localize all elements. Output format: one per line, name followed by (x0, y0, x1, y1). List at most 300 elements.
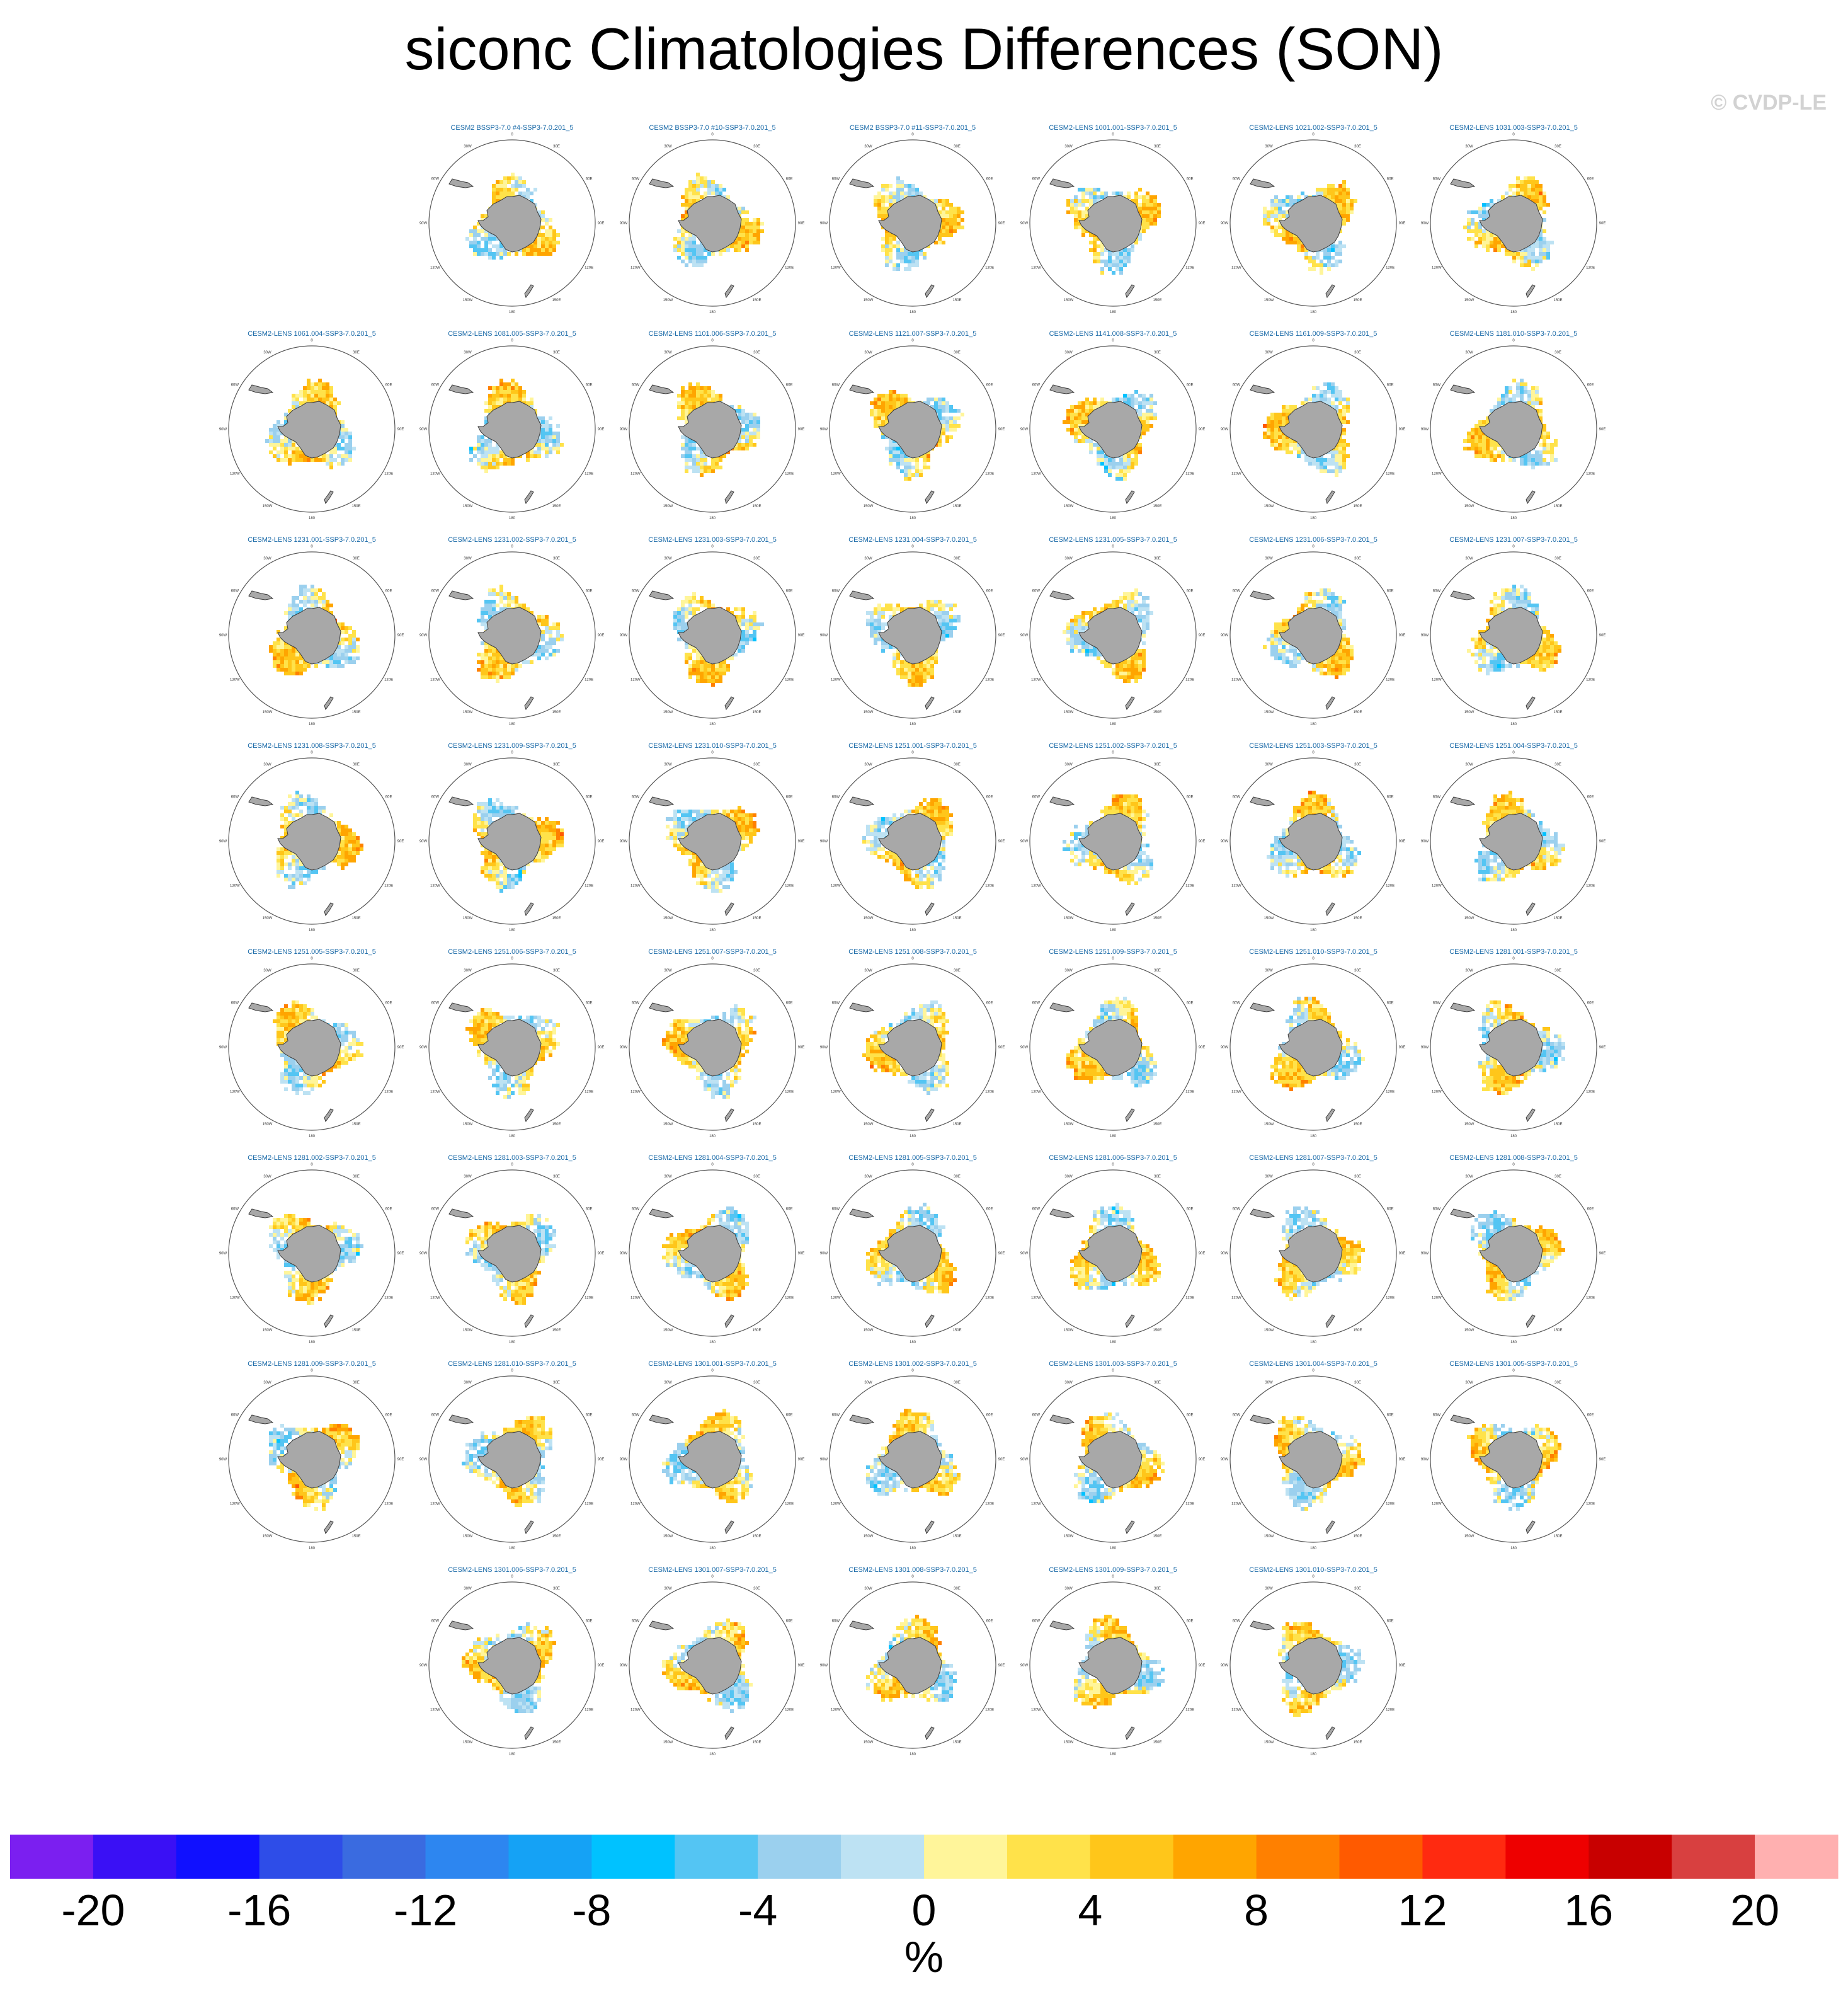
difference-cell (1497, 398, 1501, 401)
difference-cell (1546, 244, 1550, 248)
difference-cell (1505, 398, 1509, 401)
difference-cell (549, 229, 552, 233)
difference-cell (1081, 435, 1085, 439)
difference-cell (1066, 630, 1070, 634)
difference-cell (1081, 622, 1085, 626)
longitude-label: 60W (631, 177, 640, 181)
difference-cell (1089, 241, 1093, 244)
difference-cell (915, 458, 919, 462)
difference-cell (942, 405, 945, 409)
antarctica-landmass (879, 607, 942, 664)
difference-cell (1089, 401, 1093, 405)
difference-cell (1089, 443, 1093, 447)
difference-cell (874, 641, 877, 645)
difference-cell (681, 401, 685, 405)
difference-cell (503, 386, 507, 390)
difference-cell (1524, 386, 1527, 390)
difference-cell (515, 604, 518, 607)
map-panel (621, 536, 804, 725)
difference-cell (885, 237, 889, 241)
difference-cell (303, 664, 307, 668)
difference-cell (692, 256, 696, 260)
difference-cell (337, 454, 341, 458)
difference-cell (949, 405, 953, 409)
difference-cell (949, 218, 953, 222)
longitude-label: 30E (954, 144, 961, 149)
difference-cell (1070, 634, 1074, 638)
difference-cell (1527, 263, 1531, 267)
difference-cell (307, 382, 311, 386)
difference-cell (896, 672, 900, 675)
difference-cell (1524, 260, 1527, 263)
difference-cell (492, 607, 496, 611)
difference-cell (1100, 195, 1104, 199)
difference-cell (288, 656, 292, 660)
difference-cell (1146, 424, 1149, 428)
difference-cell (549, 252, 552, 256)
longitude-label: 0 (1512, 339, 1515, 343)
difference-cell (1316, 398, 1320, 401)
difference-cell (329, 458, 333, 462)
difference-cell (1505, 252, 1509, 256)
difference-cell (749, 413, 753, 416)
difference-cell (696, 672, 700, 675)
difference-cell (1146, 218, 1149, 222)
difference-cell (1123, 466, 1127, 469)
difference-cell (1535, 256, 1539, 260)
difference-cell (326, 390, 329, 394)
difference-cell (1089, 450, 1093, 454)
difference-cell (1478, 233, 1482, 237)
difference-cell (1543, 203, 1546, 207)
difference-cell (1146, 619, 1149, 622)
difference-cell (1304, 398, 1308, 401)
difference-cell (322, 604, 326, 607)
difference-cell (356, 649, 360, 653)
difference-cell (1081, 439, 1085, 443)
longitude-label: 120W (430, 266, 440, 270)
difference-cell (556, 443, 560, 447)
difference-cell (499, 454, 503, 458)
difference-cell (726, 248, 730, 252)
longitude-label: 180 (508, 723, 516, 726)
difference-cell (311, 588, 314, 592)
difference-cell (507, 180, 511, 184)
difference-cell (1350, 199, 1354, 203)
difference-cell (488, 653, 492, 656)
difference-cell (284, 447, 288, 450)
difference-cell (949, 214, 953, 218)
difference-cell (696, 192, 700, 195)
difference-cell (507, 675, 511, 679)
difference-cell (692, 263, 696, 267)
difference-cell (541, 252, 545, 256)
difference-cell (549, 248, 552, 252)
difference-cell (908, 675, 911, 679)
panel-title: CESM2-LENS 1031.003-SSP3-7.0.201_5 (1449, 124, 1578, 132)
difference-cell (1316, 252, 1320, 256)
difference-cell (496, 252, 499, 256)
difference-cell (1316, 386, 1320, 390)
difference-cell (877, 604, 881, 607)
difference-cell (1323, 604, 1327, 607)
difference-cell (949, 619, 953, 622)
difference-cell (499, 675, 503, 679)
panel-title: CESM2-LENS 1021.002-SSP3-7.0.201_5 (1249, 124, 1377, 132)
difference-cell (541, 248, 545, 252)
difference-cell (1100, 271, 1104, 275)
difference-cell (1331, 458, 1335, 462)
difference-cell (1263, 218, 1267, 222)
difference-cell (1505, 394, 1509, 398)
difference-cell (1138, 405, 1142, 409)
difference-cell (741, 622, 745, 626)
longitude-label: 180 (1109, 517, 1117, 520)
difference-cell (1527, 462, 1531, 466)
difference-cell (1093, 405, 1097, 409)
difference-cell (677, 622, 681, 626)
difference-cell (1286, 450, 1289, 454)
difference-cell (1327, 604, 1331, 607)
difference-cell (1316, 192, 1320, 195)
longitude-label: 180 (1109, 311, 1117, 314)
difference-cell (496, 660, 499, 664)
longitude-label: 30W (1064, 556, 1073, 561)
difference-cell (1078, 641, 1081, 645)
difference-cell (1289, 241, 1293, 244)
difference-cell (1134, 675, 1138, 679)
difference-cell (1127, 675, 1131, 679)
difference-cell (292, 398, 295, 401)
difference-cell (688, 664, 692, 668)
difference-cell (938, 619, 942, 622)
difference-cell (1119, 256, 1123, 260)
difference-cell (345, 656, 348, 660)
difference-cell (945, 626, 949, 630)
difference-cell (549, 237, 552, 241)
difference-cell (1520, 260, 1524, 263)
longitude-label: 180 (508, 517, 516, 520)
difference-cell (1543, 192, 1546, 195)
difference-cell (707, 604, 711, 607)
difference-cell (1490, 237, 1493, 241)
difference-cell (288, 462, 292, 466)
longitude-label: 90E (1198, 634, 1206, 638)
difference-cell (341, 447, 345, 450)
difference-cell (1134, 450, 1138, 454)
difference-cell (896, 263, 900, 267)
difference-cell (1097, 256, 1100, 260)
difference-cell (1338, 394, 1342, 398)
difference-cell (1531, 195, 1535, 199)
difference-cell (1089, 653, 1093, 656)
difference-cell (881, 214, 885, 218)
difference-cell (1278, 432, 1282, 435)
difference-cell (1323, 466, 1327, 469)
difference-cell (745, 638, 749, 641)
difference-cell (518, 394, 522, 398)
difference-cell (1093, 237, 1097, 241)
difference-cell (745, 229, 749, 233)
difference-cell (1323, 398, 1327, 401)
difference-cell (522, 180, 526, 184)
difference-cell (503, 192, 507, 195)
difference-cell (541, 233, 545, 237)
difference-cell (499, 592, 503, 596)
difference-cell (345, 428, 348, 432)
difference-cell (314, 600, 318, 604)
map-panel (821, 536, 1004, 725)
difference-cell (484, 248, 488, 252)
difference-cell (1543, 458, 1546, 462)
map-panel (1422, 123, 1605, 312)
difference-cell (545, 615, 549, 619)
difference-cell (273, 454, 277, 458)
difference-cell (1535, 184, 1539, 188)
difference-cell (1074, 226, 1078, 229)
difference-cell (1100, 462, 1104, 466)
difference-cell (299, 588, 303, 592)
difference-cell (877, 626, 881, 630)
difference-cell (688, 672, 692, 675)
south-america-landmass (649, 179, 673, 188)
difference-cell (518, 386, 522, 390)
difference-cell (696, 260, 700, 263)
difference-cell (908, 260, 911, 263)
difference-cell (745, 428, 749, 432)
difference-cell (541, 424, 545, 428)
difference-cell (526, 458, 530, 462)
difference-cell (280, 450, 284, 454)
difference-cell (1115, 256, 1119, 260)
difference-cell (1293, 405, 1297, 409)
difference-cell (919, 664, 923, 668)
difference-cell (503, 668, 507, 672)
difference-cell (507, 664, 511, 668)
difference-cell (1070, 619, 1074, 622)
difference-cell (273, 656, 277, 660)
longitude-label: 150W (1263, 299, 1274, 303)
difference-cell (900, 664, 904, 668)
difference-cell (549, 218, 552, 222)
difference-cell (904, 252, 908, 256)
difference-cell (1331, 382, 1335, 386)
difference-cell (1274, 443, 1278, 447)
difference-cell (533, 454, 537, 458)
difference-cell (1138, 203, 1142, 207)
difference-cell (1278, 435, 1282, 439)
map-panel (1222, 536, 1405, 725)
difference-cell (1274, 420, 1278, 424)
difference-cell (352, 634, 356, 638)
difference-cell (685, 199, 688, 203)
difference-cell (1308, 267, 1312, 271)
difference-cell (1142, 218, 1146, 222)
difference-cell (552, 439, 556, 443)
difference-cell (1070, 630, 1074, 634)
difference-cell (1471, 435, 1474, 439)
difference-cell (284, 645, 288, 649)
difference-cell (1123, 252, 1127, 256)
difference-cell (893, 443, 896, 447)
difference-cell (1089, 649, 1093, 653)
difference-cell (1108, 458, 1112, 462)
difference-cell (893, 199, 896, 203)
difference-cell (503, 398, 507, 401)
difference-cell (1134, 588, 1138, 592)
difference-cell (696, 195, 700, 199)
difference-cell (745, 413, 749, 416)
difference-cell (1119, 252, 1123, 256)
difference-cell (345, 432, 348, 435)
difference-cell (537, 237, 541, 241)
difference-cell (915, 462, 919, 466)
difference-cell (704, 675, 707, 679)
difference-cell (1157, 207, 1161, 210)
difference-cell (885, 188, 889, 192)
difference-cell (896, 195, 900, 199)
longitude-label: 90E (1599, 222, 1606, 226)
longitude-label: 60W (831, 383, 840, 387)
difference-cell (484, 469, 488, 473)
difference-cell (700, 462, 704, 466)
difference-cell (552, 233, 556, 237)
difference-cell (756, 233, 760, 237)
longitude-label: 120W (831, 472, 841, 476)
longitude-label: 90E (597, 222, 605, 226)
difference-cell (700, 466, 704, 469)
difference-cell (874, 630, 877, 634)
difference-cell (303, 585, 307, 588)
difference-cell (911, 679, 915, 683)
difference-cell (745, 420, 749, 424)
difference-cell (1274, 432, 1278, 435)
difference-cell (938, 600, 942, 604)
difference-cell (957, 207, 961, 210)
difference-cell (541, 443, 545, 447)
longitude-label: 30E (553, 350, 560, 355)
difference-cell (677, 241, 681, 244)
difference-cell (299, 672, 303, 675)
longitude-label: 60W (1232, 177, 1241, 181)
difference-cell (1471, 432, 1474, 435)
difference-cell (488, 241, 492, 244)
difference-cell (1320, 271, 1323, 275)
difference-cell (492, 199, 496, 203)
difference-cell (469, 458, 473, 462)
difference-cell (1520, 394, 1524, 398)
difference-cell (1112, 263, 1115, 267)
difference-cell (484, 439, 488, 443)
difference-cell (345, 450, 348, 454)
difference-cell (1278, 420, 1282, 424)
difference-cell (688, 252, 692, 256)
difference-cell (745, 630, 749, 634)
difference-cell (877, 420, 881, 424)
difference-cell (1543, 252, 1546, 256)
difference-cell (484, 660, 488, 664)
difference-cell (1331, 386, 1335, 390)
difference-cell (492, 604, 496, 607)
difference-cell (893, 653, 896, 656)
longitude-label: 0 (511, 545, 513, 549)
difference-cell (685, 469, 688, 473)
new-zealand-landmass (925, 285, 934, 297)
difference-cell (1301, 248, 1304, 252)
panel-title: CESM2-LENS 1101.006-SSP3-7.0.201_5 (648, 330, 777, 338)
difference-cell (499, 585, 503, 588)
difference-cell (1142, 626, 1146, 630)
difference-cell (1335, 473, 1338, 477)
difference-cell (722, 188, 726, 192)
difference-cell (696, 252, 700, 256)
difference-cell (915, 672, 919, 675)
difference-cell (900, 675, 904, 679)
difference-cell (1146, 226, 1149, 229)
difference-cell (1085, 645, 1089, 649)
difference-cell (715, 664, 719, 668)
difference-cell (756, 237, 760, 241)
difference-cell (1478, 226, 1482, 229)
longitude-label: 90W (619, 428, 628, 432)
difference-cell (1112, 462, 1115, 466)
difference-cell (1327, 390, 1331, 394)
longitude-label: 60W (431, 177, 440, 181)
difference-cell (1493, 447, 1497, 450)
difference-cell (1543, 424, 1546, 428)
difference-cell (1338, 188, 1342, 192)
difference-cell (481, 435, 484, 439)
difference-cell (692, 668, 696, 672)
difference-cell (1138, 675, 1142, 679)
difference-cell (677, 416, 681, 420)
difference-cell (681, 233, 685, 237)
difference-cell (477, 439, 481, 443)
difference-cell (318, 588, 322, 592)
difference-cell (492, 458, 496, 462)
difference-cell (496, 244, 499, 248)
south-america-landmass (249, 385, 273, 394)
difference-cell (896, 660, 900, 664)
difference-cell (1350, 207, 1354, 210)
difference-cell (1142, 660, 1146, 664)
difference-cell (1127, 592, 1131, 596)
longitude-label: 0 (711, 545, 714, 549)
difference-cell (915, 263, 919, 267)
difference-cell (1327, 462, 1331, 466)
difference-cell (348, 458, 352, 462)
difference-cell (719, 675, 722, 679)
difference-cell (303, 386, 307, 390)
south-america-landmass (1451, 385, 1474, 394)
difference-cell (1531, 462, 1535, 466)
difference-cell (700, 248, 704, 252)
difference-cell (311, 382, 314, 386)
difference-cell (881, 401, 885, 405)
difference-cell (1085, 192, 1089, 195)
difference-cell (885, 401, 889, 405)
difference-cell (700, 386, 704, 390)
difference-cell (681, 394, 685, 398)
difference-cell (877, 611, 881, 615)
difference-cell (893, 656, 896, 660)
difference-cell (893, 607, 896, 611)
difference-cell (326, 660, 329, 664)
longitude-label: 120E (1185, 678, 1195, 682)
difference-cell (1338, 260, 1342, 263)
difference-cell (277, 668, 280, 672)
difference-cell (341, 653, 345, 656)
